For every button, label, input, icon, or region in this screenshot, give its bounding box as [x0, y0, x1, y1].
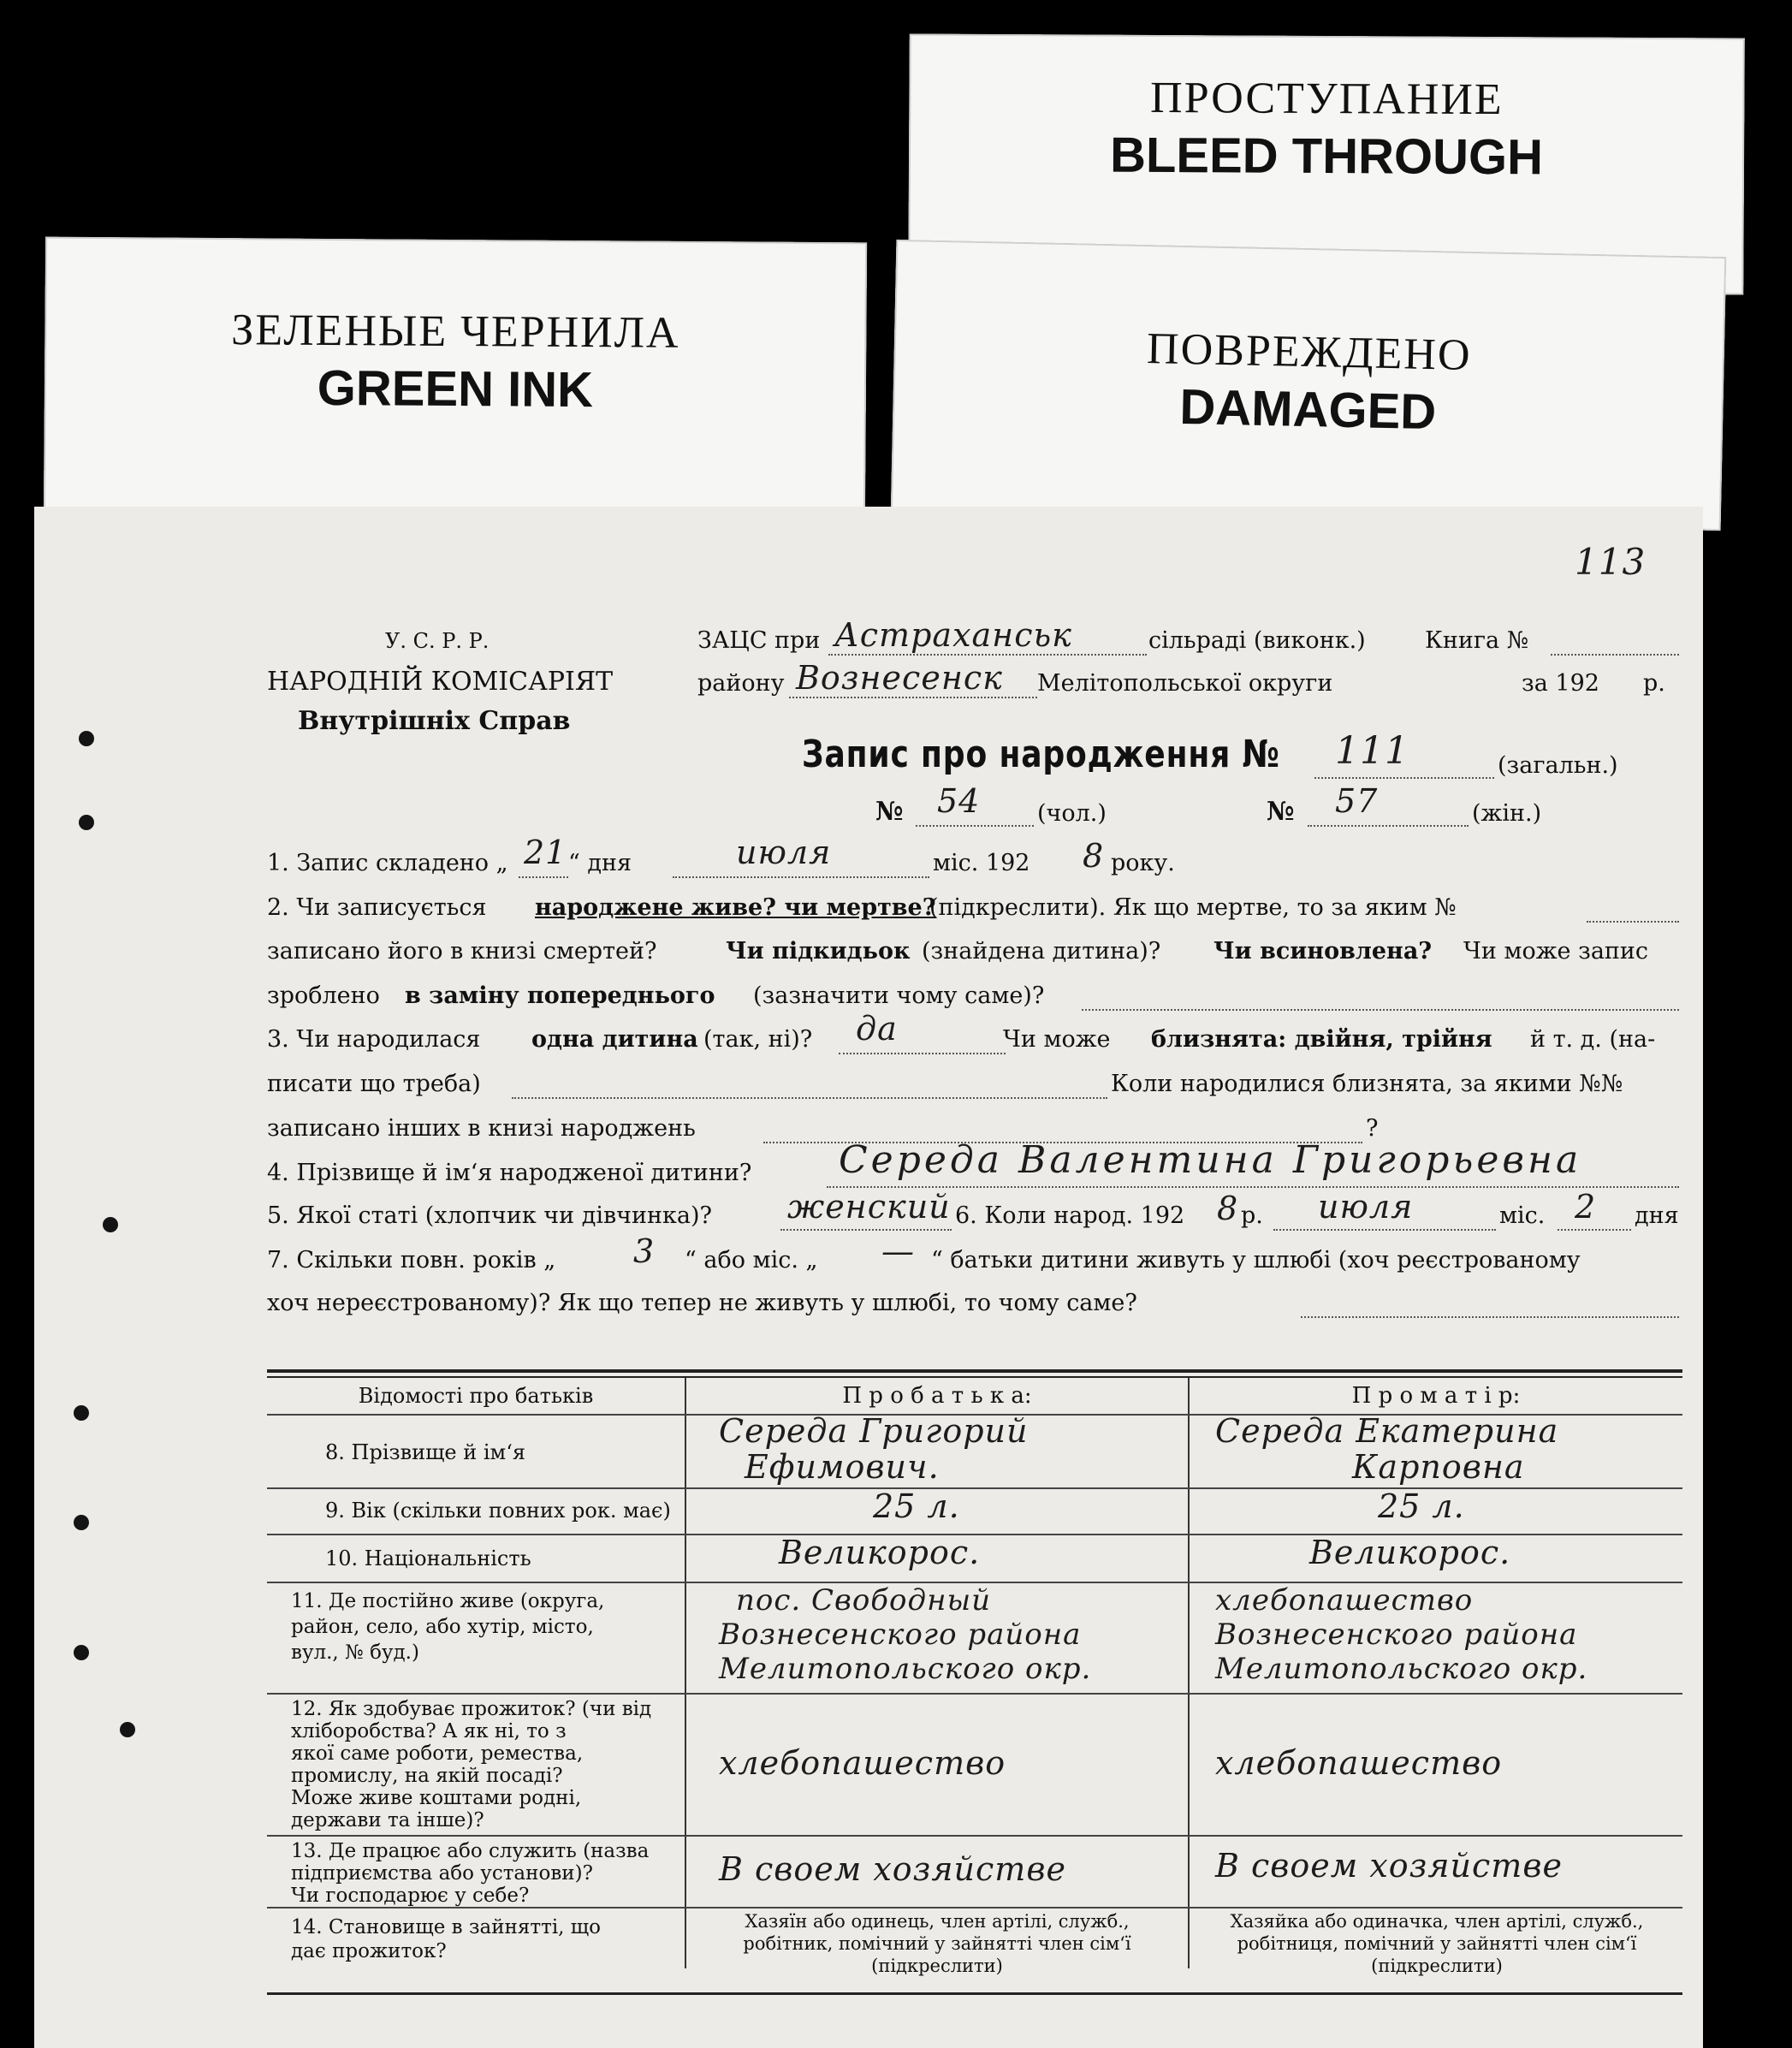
q3-line2-b: Коли народилися близнята, за якими №№ — [1111, 1071, 1623, 1097]
row8-father-line1: Середа Григорий — [719, 1412, 1029, 1450]
q5-answer-value: женский — [787, 1188, 951, 1226]
punch-hole — [103, 1217, 118, 1232]
zags-prefix: ЗАЦС при — [697, 627, 821, 654]
row10-mother-value: Великорос. — [1309, 1534, 1511, 1571]
q7-line1-a: 7. Скільки повн. років „ — [267, 1247, 556, 1273]
q2-line2-b: Чи підкидьок — [726, 938, 911, 965]
q2-line1-c: (підкреслити). Як що мертве, то за яким № — [929, 894, 1457, 921]
row14-mother-line1: Хазяйка або одиначка, член артілі, служб., — [1230, 1911, 1644, 1932]
q7-line2: хоч нереєстрованому)? Як що тепер не живуть у шлюбі, то чому саме? — [267, 1290, 1137, 1316]
q1-label-a: 1. Запис складено „ — [267, 850, 508, 876]
row11-father-line2: Вознесенского района — [719, 1618, 1082, 1652]
row9-label: 9. Вік (скільки повних рок. має) — [325, 1499, 671, 1523]
q2-line1-b: народжене живе? чи мертве? — [535, 894, 936, 921]
commissariat-label: НАРОДНІЙ КОМІСАРІЯТ — [267, 667, 614, 697]
row9-father-value: 25 л. — [873, 1487, 960, 1525]
damaged-en: DAMAGED — [1178, 378, 1437, 441]
q6-label-c: міс. — [1499, 1202, 1546, 1229]
punch-hole — [79, 815, 94, 830]
row12-label-5: Може живе коштами родні, — [291, 1787, 582, 1809]
row8-father-line2: Ефимович. — [745, 1448, 940, 1486]
row11-label-1: 11. Де постійно живе (округа, — [291, 1590, 605, 1612]
table-header-father: П р о б а т ь к а: — [842, 1383, 1032, 1409]
q1-label-c: міс. 192 — [933, 850, 1030, 876]
zags-suffix: сільраді (виконк.) — [1148, 627, 1366, 654]
q4-label: 4. Прізвище й ім‘я народженої дитини? — [267, 1160, 752, 1186]
q6-label-b: р. — [1241, 1202, 1263, 1229]
page-number: 113 — [1575, 541, 1647, 583]
year-suffix: р. — [1643, 670, 1665, 697]
row12-mother-value: хлебопашество — [1215, 1744, 1503, 1782]
male-number-value: 54 — [937, 782, 981, 820]
table-header-mother: П р о м а т і р: — [1351, 1383, 1521, 1409]
punch-hole — [79, 731, 94, 746]
row12-label-3: якої саме роботи, ремества, — [291, 1742, 584, 1765]
female-no-prefix: № — [1267, 797, 1295, 827]
row13-mother-value: В своем хозяйстве — [1215, 1847, 1563, 1885]
row12-label-2: хліборобства? А як ні, то з — [291, 1720, 567, 1742]
q1-day-value: 21 — [524, 834, 567, 871]
q3-line1-b: одна дитина — [531, 1026, 698, 1053]
q6-month-value: июля — [1318, 1188, 1414, 1226]
q4-answer-value: Середа Валентина Григорьевна — [839, 1138, 1582, 1182]
q3-line1-d: Чи може — [1003, 1026, 1111, 1053]
row8-label: 8. Прізвище й ім‘я — [325, 1440, 525, 1464]
punch-hole — [74, 1645, 89, 1660]
q7-line1-c: “ батьки дитини живуть у шлюбі (хоч реєстрованому — [931, 1247, 1581, 1273]
punch-hole — [74, 1405, 89, 1421]
row11-father-line1: пос. Свободный — [736, 1583, 992, 1618]
q6-day-value: 2 — [1575, 1188, 1597, 1226]
q2-line3-b: в заміну попереднього — [405, 982, 715, 1009]
damaged-ru: ПОВРЕЖДЕНО — [1146, 324, 1473, 380]
row13-label-3: Чи господарює у себе? — [291, 1885, 530, 1907]
internal-affairs-label: Внутрішніх Справ — [298, 706, 571, 736]
q1-label-b: “ дня — [568, 850, 632, 876]
female-number-value: 57 — [1335, 782, 1379, 820]
row14-label-1: 14. Становище в зайнятті, що — [291, 1916, 602, 1938]
q2-line1-a: 2. Чи записується — [267, 894, 487, 921]
male-label: (чол.) — [1037, 800, 1107, 827]
q2-line2-d: Чи всиновлена? — [1213, 938, 1433, 965]
row9-mother-value: 25 л. — [1378, 1487, 1465, 1525]
row11-mother-line1: хлебопашество — [1215, 1583, 1474, 1618]
punch-hole — [74, 1515, 89, 1530]
male-no-prefix: № — [875, 797, 904, 827]
bleed-through-en: BLEED THROUGH — [1109, 127, 1544, 186]
row11-father-line3: Мелитопольского окр. — [719, 1652, 1092, 1686]
record-title: Запис про народження № — [802, 733, 1280, 776]
q3-answer-value: да — [856, 1010, 898, 1048]
q6-label-d: дня — [1635, 1202, 1679, 1229]
row11-label-2: район, село, або хутір, місто, — [291, 1616, 594, 1638]
q3-line1-a: 3. Чи народилася — [267, 1026, 481, 1053]
green-ink-card — [44, 237, 867, 525]
punch-hole — [120, 1722, 135, 1737]
green-ink-ru: ЗЕЛЕНЫЕ ЧЕРНИЛА — [231, 306, 680, 358]
q3-line3-a: записано інших в книзі народжень — [267, 1115, 696, 1142]
row11-mother-line2: Вознесенского района — [1215, 1618, 1578, 1652]
row14-mother-line3: (підкреслити) — [1371, 1956, 1503, 1976]
row8-mother-line2: Карповна — [1352, 1448, 1525, 1486]
year-label: за 192 — [1522, 670, 1599, 697]
birth-record-sheet — [34, 507, 1703, 2048]
table-header-info: Відомості про батьків — [358, 1384, 594, 1408]
damaged-card — [891, 240, 1726, 531]
row12-label-4: промислу, на якій посаді? — [291, 1765, 563, 1787]
row14-father-line2: робітник, помічний у зайнятті член сім‘ї — [743, 1933, 1131, 1954]
row8-mother-line1: Середа Екатерина — [1215, 1412, 1559, 1450]
q2-line2-c: (знайдена дитина)? — [922, 938, 1161, 965]
general-number-value: 111 — [1335, 729, 1409, 773]
row13-father-value: В своем хозяйстве — [719, 1850, 1066, 1888]
q3-line1-c: (так, ні)? — [703, 1026, 813, 1053]
ussr-label: У. С. Р. Р. — [385, 629, 490, 653]
bleed-through-ru: ПРОСТУПАНИЕ — [1149, 73, 1504, 125]
row10-father-value: Великорос. — [779, 1534, 981, 1571]
q6-year-digit-value: 8 — [1217, 1190, 1239, 1227]
q1-label-d: року. — [1111, 850, 1175, 876]
q6-label-a: 6. Коли народ. 192 — [955, 1202, 1185, 1229]
q2-line3-a: зроблено — [267, 982, 380, 1009]
female-label: (жін.) — [1472, 800, 1542, 827]
district-prefix: району — [697, 670, 785, 697]
row13-label-1: 13. Де працює або служить (назва — [291, 1840, 650, 1862]
row10-label: 10. Національність — [325, 1546, 531, 1570]
q3-line3-b: ? — [1366, 1115, 1379, 1142]
q1-year-digit-value: 8 — [1083, 837, 1105, 875]
row13-label-2: підприємства або установи)? — [291, 1862, 593, 1885]
zags-village-value: Астраханськ — [834, 616, 1072, 654]
q7-years-value: 3 — [633, 1232, 656, 1270]
district-value: Вознесенск — [796, 659, 1003, 697]
q1-month-value: июля — [736, 834, 832, 871]
row14-label-2: дає прожиток? — [291, 1940, 447, 1962]
q3-line1-e: близнята: двійня, трійня — [1151, 1026, 1492, 1053]
row11-mother-line3: Мелитопольского окр. — [1215, 1652, 1588, 1686]
q7-months-value: — — [881, 1232, 915, 1270]
green-ink-en: GREEN INK — [317, 359, 594, 419]
q2-line2-e: Чи може запис — [1463, 938, 1649, 965]
row14-mother-line2: робітниця, помічний у зайнятті член сім‘ї — [1237, 1933, 1637, 1954]
q2-line3-c: (зазначити чому саме)? — [753, 982, 1045, 1009]
row12-label-6: держави та інше)? — [291, 1809, 484, 1831]
row14-father-line1: Хазяїн або одинець, член артілі, служб., — [745, 1911, 1130, 1932]
q2-line2-a: записано його в книзі смертей? — [267, 938, 657, 965]
district-suffix: Мелітопольської округи — [1037, 670, 1333, 697]
q3-line1-f: й т. д. (на- — [1530, 1026, 1656, 1053]
general-label: (загальн.) — [1498, 752, 1618, 779]
book-label: Книга № — [1425, 627, 1529, 654]
row12-label-1: 12. Як здобуває прожиток? (чи від — [291, 1698, 652, 1720]
row14-father-line3: (підкреслити) — [871, 1956, 1003, 1976]
q5-label: 5. Якої статі (хлопчик чи дівчинка)? — [267, 1202, 712, 1229]
row11-label-3: вул., № буд.) — [291, 1641, 419, 1664]
q3-line2-a: писати що треба) — [267, 1071, 481, 1097]
row12-father-value: хлебопашество — [719, 1744, 1006, 1782]
q7-line1-b: “ або міс. „ — [685, 1247, 818, 1273]
